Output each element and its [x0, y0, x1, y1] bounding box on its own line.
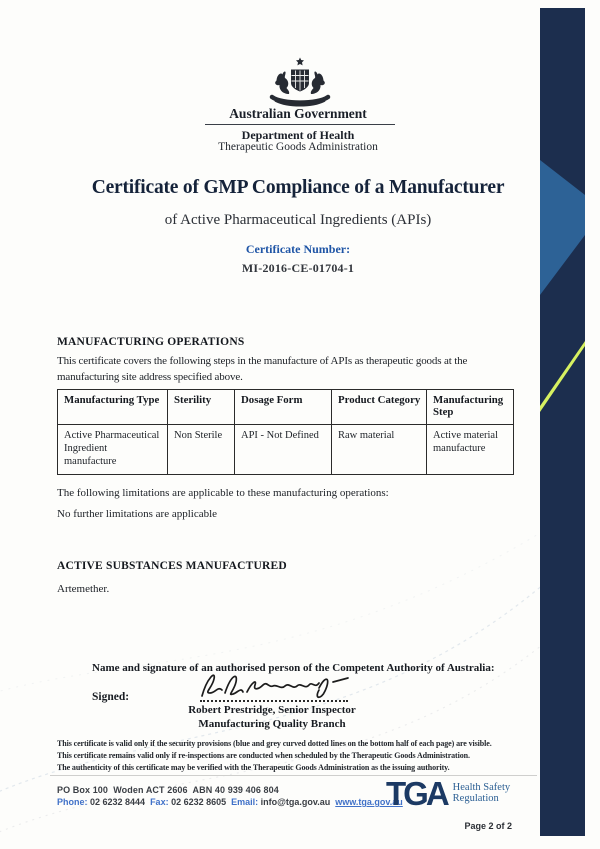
- manufacturing-operations-heading: MANUFACTURING OPERATIONS: [57, 336, 245, 348]
- table-header-row: [58, 390, 514, 425]
- certificate-subtitle: of Active Pharmaceutical Ingredients (APIs): [164, 212, 432, 228]
- signatory-name: Robert Prestridge, Senior Inspector: [188, 704, 356, 716]
- page-number: Page 2 of 2: [464, 821, 512, 831]
- signatory-branch: Manufacturing Quality Branch: [198, 718, 346, 730]
- table-cell: Active material manufacture: [427, 425, 514, 475]
- certificate-title: Certificate of GMP Compliance of a Manufacturer: [91, 177, 505, 198]
- agency-name: Therapeutic Goods Administration: [218, 141, 378, 153]
- fax-label: Fax:: [150, 797, 169, 807]
- table-cell: Active Pharmaceutical Ingredient manufacture: [58, 425, 168, 475]
- table-cell: API - Not Defined: [235, 425, 332, 475]
- email-value: info@tga.gov.au: [258, 797, 336, 807]
- fine-print-line: The authenticity of this certificate may be verified with the Therapeutic Goods Administration as the issuing authority.: [57, 763, 450, 772]
- signed-label: Signed:: [92, 691, 130, 703]
- fine-print-line: This certificate remains valid only if re-inspections are conducted when scheduled by the Therapeutic Goods Administration.: [57, 751, 470, 760]
- active-substance-value: Artemether.: [57, 583, 110, 595]
- manufacturing-operations-table: [57, 389, 514, 475]
- table-cell: Raw material: [332, 425, 427, 475]
- footer-contacts: [57, 797, 403, 807]
- active-substances-heading: ACTIVE SUBSTANCES MANUFACTURED: [57, 560, 287, 572]
- table-header-cell: Sterility: [168, 390, 235, 425]
- tga-logo-tagline: [453, 782, 510, 804]
- tagline-line: Regulation: [452, 793, 499, 804]
- table-header-cell: Manufacturing Type: [58, 390, 168, 425]
- phone-label: Phone:: [57, 797, 88, 807]
- table-row: [58, 425, 514, 475]
- manufacturing-operations-intro: This certificate covers the following steps in the manufacture of APIs as therapeutic goods at the manufacturing site address specified above.: [57, 355, 468, 383]
- tagline-line: Health Safety: [452, 782, 511, 793]
- certificate-number-value: MI-2016-CE-01704-1: [241, 261, 355, 275]
- footer-address: PO Box 100 Woden ACT 2606 ABN 40 939 406 804: [57, 785, 279, 795]
- certificate-number-label: Certificate Number:: [245, 242, 351, 256]
- footer-divider: [50, 775, 537, 776]
- email-label: Email:: [231, 797, 259, 807]
- table-header-cell: Dosage Form: [235, 390, 332, 425]
- phone-value: 02 6232 8444: [87, 797, 151, 807]
- signature-statement: Name and signature of an authorised person of the Competent Authority of Australia:: [92, 662, 495, 674]
- table-header-cell: Manufacturing Step: [427, 390, 514, 425]
- signature-dotted-line: [200, 700, 348, 702]
- table-cell: Non Sterile: [168, 425, 235, 475]
- table-header-cell: Product Category: [332, 390, 427, 425]
- website-link: www.tga.gov.au: [335, 797, 403, 807]
- header-divider: [205, 124, 395, 125]
- department-name: Department of Health: [241, 128, 355, 142]
- tga-logo: [386, 775, 511, 812]
- fax-value: 02 6232 8605: [168, 797, 232, 807]
- limitations-value: No further limitations are applicable: [57, 508, 218, 520]
- australian-coat-of-arms-icon: [250, 57, 350, 109]
- signature-scribble: [198, 666, 353, 702]
- tga-logo-text: TGA: [386, 775, 447, 812]
- limitations-intro: The following limitations are applicable to these manufacturing operations:: [57, 487, 389, 499]
- fine-print-line: This certificate is valid only if the security provisions (blue and grey curved dotted lines on the bottom half of each page) are visible.: [57, 739, 492, 748]
- government-name: Australian Government: [229, 106, 367, 121]
